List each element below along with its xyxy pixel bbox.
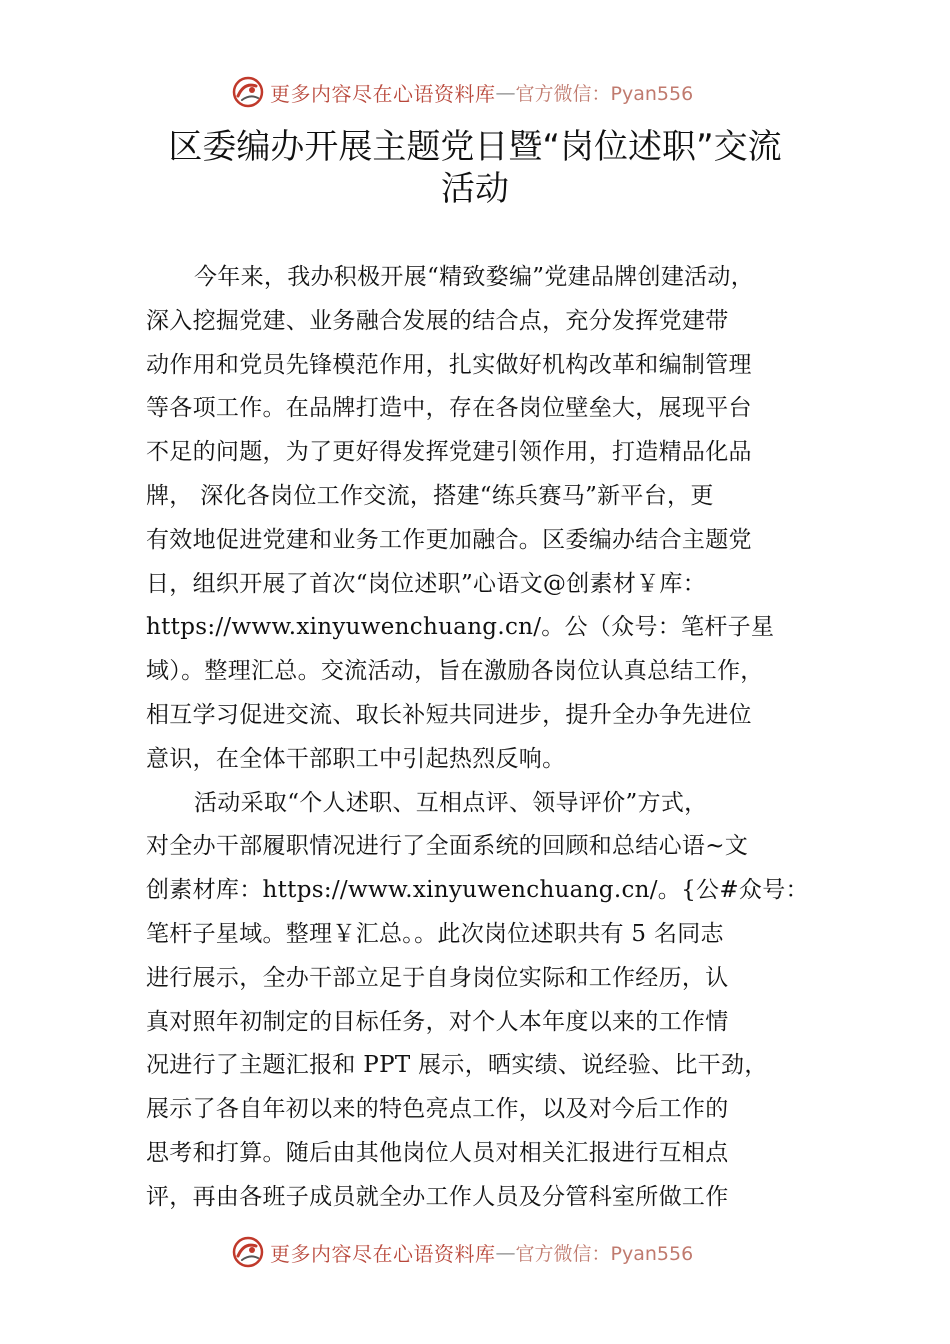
- paragraph-2-line: 评，再由各班子成员就全办工作人员及分管科室所做工作: [146, 1183, 729, 1210]
- title-line-2: 活动: [441, 169, 509, 209]
- paragraph-1-line: 相互学习促进交流、取长补短共同进步，提升全办争先进位: [146, 701, 752, 728]
- paragraph-2-line: 对全办干部履职情况进行了全面系统的回顾和总结心语~文: [146, 833, 749, 860]
- banner-wechat-text: 官方微信：Pyan556: [515, 82, 694, 105]
- footer-banner: [230, 1232, 750, 1272]
- paragraph-1-line: 牌， 深化各岗位工作交流，搭建“练兵赛马”新平台，更: [146, 482, 714, 509]
- banner-separator: —: [495, 1240, 516, 1264]
- paragraph-2-line: 笔杆子星域。整理￥汇总。。此次岗位述职共有 5 名同志: [146, 920, 724, 947]
- banner-brand-text: 更多内容尽在心语资料库: [270, 1241, 496, 1266]
- paragraph-1-line: 等各项工作。在品牌打造中，存在各岗位壁垒大，展现平台: [146, 395, 752, 422]
- header-banner: [230, 72, 750, 112]
- title-line-1: 区委编办开展主题党日暨“岗位述职”交流: [168, 127, 782, 167]
- banner-wechat-text: 官方微信：Pyan556: [515, 1242, 694, 1265]
- paragraph-1-line: 有效地促进党建和业务工作更加融合。区委编办结合主题党: [146, 526, 752, 553]
- brand-logo-icon: [230, 74, 266, 110]
- paragraph-1-line: 不足的问题，为了更好得发挥党建引领作用，打造精品化品: [146, 439, 752, 466]
- paragraph-1-line: 日，组织开展了首次“岗位述职”心语文@创素材￥库：: [146, 570, 707, 597]
- paragraph-2-line: 进行展示，全办干部立足于自身岗位实际和工作经历，认: [146, 964, 729, 991]
- paragraph-1-line: 意识，在全体干部职工中引起热烈反响。: [146, 745, 566, 772]
- paragraph-1-line: 今年来，我办积极开展“精致婺编”党建品牌创建活动，: [194, 264, 755, 290]
- banner-separator: —: [495, 80, 516, 104]
- paragraph-2-line: 真对照年初制定的目标任务，对个人本年度以来的工作情: [146, 1008, 729, 1035]
- brand-logo-icon: [230, 1234, 266, 1270]
- paragraph-2-line: 创素材库：https://www.xinyuwenchuang.cn/。{公#众号：: [146, 877, 809, 904]
- banner-brand-text: 更多内容尽在心语资料库: [270, 81, 496, 106]
- paragraph-1-line: 动作用和党员先锋模范作用，扎实做好机构改革和编制管理: [146, 351, 752, 378]
- paragraph-1-line: https://www.xinyuwenchuang.cn/。公（众号：笔杆子星: [146, 614, 775, 641]
- document-body: [146, 256, 836, 1220]
- paragraph-2-line: 活动采取“个人述职、互相点评、领导评价”方式，: [194, 789, 708, 816]
- paragraph-2-line: 思考和打算。随后由其他岗位人员对相关汇报进行互相点: [146, 1139, 729, 1166]
- paragraph-1-line: 深入挖掘党建、业务融合发展的结合点，充分发挥党建带: [146, 307, 729, 334]
- paragraph-1-line: 域）。整理汇总。交流活动，旨在激励各岗位认真总结工作，: [146, 658, 764, 685]
- paragraph-2-line: 况进行了主题汇报和 PPT 展示，晒实绩、说经验、比干劲，: [146, 1052, 768, 1079]
- document-title: [120, 126, 830, 210]
- paragraph-2-line: 展示了各自年初以来的特色亮点工作，以及对今后工作的: [146, 1096, 729, 1123]
